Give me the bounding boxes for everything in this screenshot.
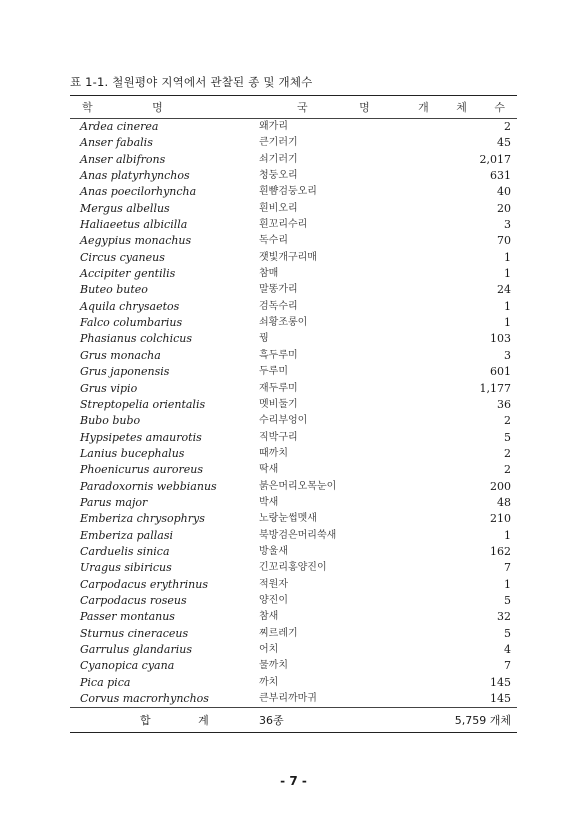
table-row xyxy=(70,544,517,560)
table-row xyxy=(70,331,517,347)
scientific-name-cell: Bubo bubo xyxy=(80,414,141,428)
scientific-name-cell: Anas platyrhynchos xyxy=(80,169,190,183)
table-row xyxy=(70,233,517,249)
korean-name-cell: 청둥오리 xyxy=(259,170,298,182)
korean-name-cell: 독수리 xyxy=(259,235,288,247)
scientific-name-cell: Phasianus colchicus xyxy=(80,332,193,346)
table-row xyxy=(70,495,517,511)
korean-name-cell: 큰기러기 xyxy=(259,137,298,149)
count-cell: 1,177 xyxy=(479,381,511,395)
count-cell: 200 xyxy=(490,479,511,493)
korean-name-cell: 노랑눈썹멧새 xyxy=(259,513,317,525)
count-cell: 145 xyxy=(490,692,511,706)
korean-name-cell: 긴꼬리홍양진이 xyxy=(259,562,327,574)
korean-name-cell: 재두루미 xyxy=(259,382,298,394)
korean-name-cell: 쇠황조롱이 xyxy=(259,317,308,329)
scientific-name-cell: Cyanopica cyana xyxy=(80,659,175,673)
count-cell: 45 xyxy=(497,136,511,150)
table-row xyxy=(70,691,517,708)
table-row xyxy=(70,201,517,217)
count-cell: 145 xyxy=(490,675,511,689)
count-cell: 2 xyxy=(504,414,511,428)
scientific-name-cell: Aquila chrysaetos xyxy=(80,299,180,313)
scientific-name-cell: Carduelis sinica xyxy=(80,544,170,558)
count-cell: 2 xyxy=(504,463,511,477)
korean-name-cell: 딱새 xyxy=(259,464,279,476)
korean-name-cell: 찌르레기 xyxy=(259,627,298,639)
korean-name-cell: 말똥가리 xyxy=(259,284,298,296)
korean-name-cell: 쇠기러기 xyxy=(259,153,298,165)
table-row xyxy=(70,642,517,658)
table-row xyxy=(70,364,517,380)
page-number: - 7 - xyxy=(280,774,307,788)
count-cell: 1 xyxy=(504,267,511,281)
korean-name-cell: 흑두루미 xyxy=(259,349,298,361)
korean-name-cell: 두루미 xyxy=(259,366,288,378)
count-cell: 36 xyxy=(497,397,511,411)
count-cell: 20 xyxy=(497,201,511,215)
table-row xyxy=(70,658,517,674)
table-row xyxy=(70,381,517,397)
table-footer xyxy=(70,708,517,733)
totals-label: 합 계 xyxy=(70,708,259,733)
korean-name-cell: 어치 xyxy=(259,644,279,655)
table-row xyxy=(70,609,517,625)
table-row xyxy=(70,184,517,200)
korean-name-cell: 참매 xyxy=(259,268,279,280)
scientific-name-cell: Carpodacus roseus xyxy=(80,593,187,607)
scientific-name-cell: Aegypius monachus xyxy=(80,234,192,248)
scientific-name-cell: Sturnus cineraceus xyxy=(80,626,189,640)
count-cell: 24 xyxy=(497,283,511,297)
table-row xyxy=(70,577,517,593)
count-cell: 103 xyxy=(490,332,511,346)
scientific-name-cell: Parus major xyxy=(80,495,148,509)
table-row xyxy=(70,446,517,462)
count-cell: 5 xyxy=(504,626,511,640)
count-cell: 4 xyxy=(504,643,511,656)
scientific-name-cell: Emberiza pallasi xyxy=(80,528,173,542)
count-cell: 5 xyxy=(504,593,511,607)
table-row xyxy=(70,430,517,446)
table-row xyxy=(70,348,517,364)
table-row xyxy=(70,282,517,298)
korean-name-cell: 흰꼬리수리 xyxy=(259,219,308,231)
korean-name-cell: 큰부리까마귀 xyxy=(259,693,317,705)
scientific-name-cell: Lanius bucephalus xyxy=(80,446,185,460)
header-scientific-name: 학 명 xyxy=(70,96,259,119)
count-cell: 7 xyxy=(504,659,511,673)
scientific-name-cell: Grus monacha xyxy=(80,348,161,362)
count-cell: 601 xyxy=(490,365,511,379)
korean-name-cell: 꿩 xyxy=(259,333,269,345)
scientific-name-cell: Emberiza chrysophrys xyxy=(80,512,205,526)
korean-name-cell: 잿빛개구리매 xyxy=(259,251,317,263)
scientific-name-cell: Grus vipio xyxy=(80,381,138,395)
count-cell: 1 xyxy=(504,528,511,542)
scientific-name-cell: Ardea cinerea xyxy=(80,120,159,133)
species-table-container xyxy=(70,95,517,733)
count-cell: 70 xyxy=(497,234,511,248)
scientific-name-cell: Mergus albellus xyxy=(80,201,170,215)
count-cell: 1 xyxy=(504,250,511,264)
count-cell: 5 xyxy=(504,430,511,444)
header-row xyxy=(70,96,517,119)
table-row xyxy=(70,168,517,184)
table-row xyxy=(70,528,517,544)
count-cell: 32 xyxy=(497,610,511,624)
header-count: 개 체 수 xyxy=(407,96,517,119)
table-caption: 표 1-1. 철원평야 지역에서 관찰된 종 및 개체수 xyxy=(70,75,313,89)
korean-name-cell: 양진이 xyxy=(259,594,288,606)
count-cell: 40 xyxy=(497,185,511,199)
header-korean-name: 국 명 xyxy=(259,96,407,119)
scientific-name-cell: Uragus sibiricus xyxy=(80,561,172,575)
count-cell: 2 xyxy=(504,120,511,133)
species-table xyxy=(70,95,517,733)
count-cell: 2,017 xyxy=(479,152,511,166)
table-row xyxy=(70,560,517,576)
korean-name-cell: 방울새 xyxy=(259,545,288,557)
korean-name-cell: 흰비오리 xyxy=(259,202,298,214)
korean-name-cell: 왜가리 xyxy=(259,121,288,132)
scientific-name-cell: Pica pica xyxy=(80,675,131,689)
table-row xyxy=(70,479,517,495)
table-row xyxy=(70,413,517,429)
totals-species: 36종 xyxy=(259,708,407,733)
scientific-name-cell: Garrulus glandarius xyxy=(80,643,192,656)
korean-name-cell: 멧비둘기 xyxy=(259,398,298,410)
table-body xyxy=(70,119,517,708)
scientific-name-cell: Accipiter gentilis xyxy=(80,267,176,281)
table-row xyxy=(70,675,517,691)
table-row xyxy=(70,152,517,168)
korean-name-cell: 직박구리 xyxy=(259,431,298,443)
scientific-name-cell: Buteo buteo xyxy=(80,283,148,297)
count-cell: 3 xyxy=(504,348,511,362)
korean-name-cell: 때까치 xyxy=(259,447,288,459)
scientific-name-cell: Corvus macrorhynchos xyxy=(80,692,209,706)
table-row xyxy=(70,397,517,413)
korean-name-cell: 흰뺨검둥오리 xyxy=(259,186,317,198)
scientific-name-cell: Carpodacus erythrinus xyxy=(80,577,208,591)
table-row xyxy=(70,119,517,136)
korean-name-cell: 물까치 xyxy=(259,660,288,672)
table-row xyxy=(70,266,517,282)
count-cell: 631 xyxy=(490,169,511,183)
scientific-name-cell: Passer montanus xyxy=(80,610,175,624)
korean-name-cell: 수리부엉이 xyxy=(259,415,308,427)
table-row xyxy=(70,462,517,478)
scientific-name-cell: Hypsipetes amaurotis xyxy=(80,430,202,444)
count-cell: 7 xyxy=(504,561,511,575)
table-row xyxy=(70,135,517,151)
scientific-name-cell: Circus cyaneus xyxy=(80,250,165,264)
scientific-name-cell: Anas poecilorhyncha xyxy=(80,185,197,199)
count-cell: 3 xyxy=(504,218,511,232)
totals-row xyxy=(70,708,517,733)
count-cell: 1 xyxy=(504,299,511,313)
count-cell: 1 xyxy=(504,577,511,591)
table-row xyxy=(70,315,517,331)
scientific-name-cell: Streptopelia orientalis xyxy=(80,397,206,411)
korean-name-cell: 참새 xyxy=(259,611,279,623)
scientific-name-cell: Grus japonensis xyxy=(80,365,170,379)
scientific-name-cell: Anser fabalis xyxy=(80,136,153,150)
scientific-name-cell: Falco columbarius xyxy=(80,316,183,330)
scientific-name-cell: Phoenicurus auroreus xyxy=(80,463,203,477)
count-cell: 48 xyxy=(497,495,511,509)
korean-name-cell: 붉은머리오목눈이 xyxy=(259,480,337,492)
totals-individuals: 5,759 개체 xyxy=(407,708,517,733)
scientific-name-cell: Anser albifrons xyxy=(80,152,166,166)
count-cell: 162 xyxy=(490,544,511,558)
count-cell: 1 xyxy=(504,316,511,330)
korean-name-cell: 박새 xyxy=(259,496,279,508)
korean-name-cell: 검독수리 xyxy=(259,300,298,312)
count-cell: 210 xyxy=(490,512,511,526)
korean-name-cell: 북방검은머리쑥새 xyxy=(259,529,337,541)
table-row xyxy=(70,593,517,609)
table-row xyxy=(70,299,517,315)
table-row xyxy=(70,511,517,527)
scientific-name-cell: Paradoxornis webbianus xyxy=(80,479,217,493)
table-row xyxy=(70,217,517,233)
scientific-name-cell: Haliaeetus albicilla xyxy=(80,218,188,232)
korean-name-cell: 적원자 xyxy=(259,578,288,590)
table-row xyxy=(70,626,517,642)
table-header xyxy=(70,96,517,119)
count-cell: 2 xyxy=(504,446,511,460)
table-row xyxy=(70,250,517,266)
korean-name-cell: 까치 xyxy=(259,676,279,688)
